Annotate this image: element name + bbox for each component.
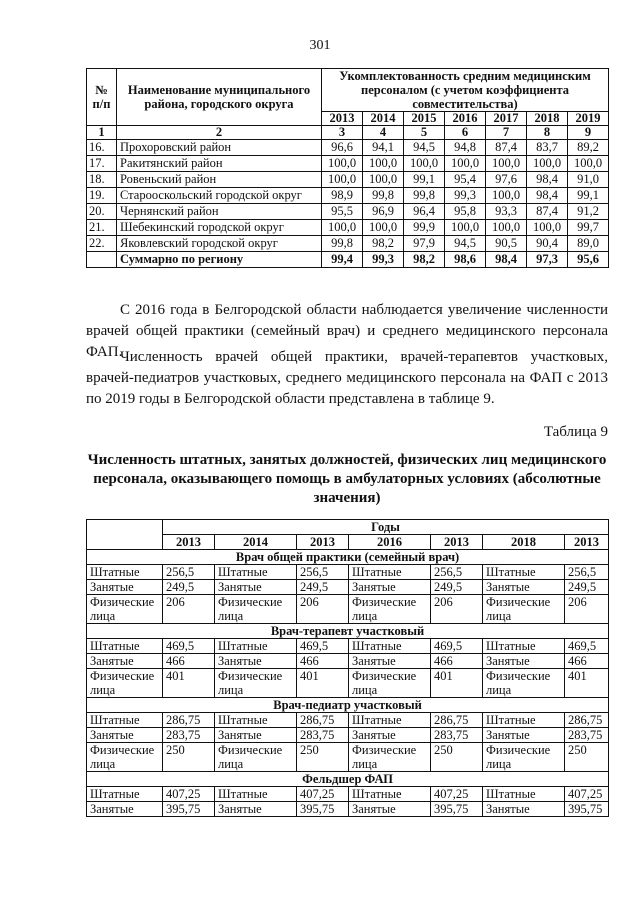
row-label: Штатные — [87, 639, 163, 654]
total-value: 99,4 — [322, 252, 363, 268]
row-label: Занятые — [215, 580, 297, 595]
year-header: 2013 — [322, 112, 363, 126]
staffing-value: 83,7 — [527, 140, 568, 156]
staffing-value: 93,3 — [486, 204, 527, 220]
total-value: 98,6 — [445, 252, 486, 268]
district-name: Чернянский район — [117, 204, 322, 220]
staffing-value: 97,9 — [404, 236, 445, 252]
table-row — [87, 654, 609, 669]
column-index: 7 — [486, 126, 527, 140]
staffing-value: 90,5 — [486, 236, 527, 252]
column-index: 8 — [527, 126, 568, 140]
staffing-value: 91,2 — [568, 204, 609, 220]
row-value: 407,25 — [431, 787, 483, 802]
paragraph-2: Численность врачей общей практики, врачей-терапевтов участковых, врачей-педиатров участковых, среднего медицинского персонала на ФАП с 2013 по 2019 годы в Белгородской области представлена в таблице 9. — [86, 349, 608, 407]
staffing-value: 94,5 — [445, 236, 486, 252]
row-label: Занятые — [87, 580, 163, 595]
staffing-value: 100,0 — [322, 156, 363, 172]
table-row — [87, 204, 609, 220]
row-number: 18. — [87, 172, 117, 188]
staffing-value: 98,9 — [322, 188, 363, 204]
section-row — [87, 772, 609, 787]
table-caption: Таблица 9 — [543, 424, 608, 440]
staffing-value: 99,3 — [445, 188, 486, 204]
total-value: 99,3 — [363, 252, 404, 268]
staffing-value: 100,0 — [486, 156, 527, 172]
row-number: 16. — [87, 140, 117, 156]
section-row — [87, 698, 609, 713]
table-row — [87, 156, 609, 172]
staffing-value: 100,0 — [322, 172, 363, 188]
row-value: 283,75 — [431, 728, 483, 743]
header-empty-cell — [87, 520, 163, 550]
row-value: 466 — [431, 654, 483, 669]
staffing-value: 87,4 — [527, 204, 568, 220]
staffing-value: 94,8 — [445, 140, 486, 156]
year-header-row — [87, 535, 609, 550]
row-number: 20. — [87, 204, 117, 220]
total-value: 97,3 — [527, 252, 568, 268]
row-label: Штатные — [349, 713, 431, 728]
year-header: 2015 — [404, 112, 445, 126]
row-label: Физические лица — [483, 669, 565, 698]
row-label: Занятые — [349, 654, 431, 669]
staffing-value: 98,2 — [363, 236, 404, 252]
row-value: 286,75 — [163, 713, 215, 728]
row-value: 250 — [431, 743, 483, 772]
staffing-value: 90,4 — [527, 236, 568, 252]
row-label: Штатные — [483, 639, 565, 654]
section-title: Фельдшер ФАП — [87, 772, 609, 787]
staffing-value: 97,6 — [486, 172, 527, 188]
row-label: Физические лица — [215, 669, 297, 698]
row-number: 17. — [87, 156, 117, 172]
row-number: 22. — [87, 236, 117, 252]
section-row — [87, 550, 609, 565]
row-label: Физические лица — [87, 669, 163, 698]
staffing-value: 96,6 — [322, 140, 363, 156]
row-value: 256,5 — [163, 565, 215, 580]
staffing-value: 96,4 — [404, 204, 445, 220]
table-row — [87, 595, 609, 624]
table-row — [87, 639, 609, 654]
year-header: 2019 — [568, 112, 609, 126]
row-label: Занятые — [349, 802, 431, 817]
page-number: 301 — [309, 38, 331, 53]
staffing-value: 89,0 — [568, 236, 609, 252]
row-value: 250 — [565, 743, 609, 772]
district-name: Яковлевский городской округ — [117, 236, 322, 252]
staffing-value: 100,0 — [363, 220, 404, 236]
row-label: Физические лица — [349, 669, 431, 698]
district-name: Старооскольский городской округ — [117, 188, 322, 204]
row-label: Штатные — [87, 713, 163, 728]
row-value: 286,75 — [431, 713, 483, 728]
table-row — [87, 802, 609, 817]
row-label: Физические лица — [215, 743, 297, 772]
staffing-value: 94,1 — [363, 140, 404, 156]
column-index: 5 — [404, 126, 445, 140]
total-row — [87, 252, 609, 268]
staffing-value: 98,4 — [527, 172, 568, 188]
row-label: Физические лица — [483, 743, 565, 772]
row-value: 466 — [163, 654, 215, 669]
row-value: 395,75 — [297, 802, 349, 817]
table-row — [87, 669, 609, 698]
row-value: 407,25 — [565, 787, 609, 802]
ambulatory-staff-table — [86, 519, 609, 817]
total-label: Суммарно по региону — [117, 252, 322, 268]
row-number — [87, 252, 117, 268]
column-group-header: Укомплектованность средним медицинским персоналом (с учетом коэффициента совместительства) — [322, 69, 609, 112]
row-value: 469,5 — [297, 639, 349, 654]
year-header: 2018 — [527, 112, 568, 126]
row-value: 283,75 — [163, 728, 215, 743]
staffing-value: 99,8 — [363, 188, 404, 204]
column-index: 1 — [87, 126, 117, 140]
row-label: Физические лица — [483, 595, 565, 624]
row-label: Штатные — [215, 787, 297, 802]
paragraph-1: С 2016 года в Белгородской области наблюдается увеличение численности врачей общей практики (семейный врач) и среднего медицинского персонала ФАП. — [86, 302, 608, 360]
row-label: Физические лица — [349, 743, 431, 772]
row-value: 395,75 — [565, 802, 609, 817]
row-label: Физические лица — [87, 743, 163, 772]
years-title: Годы — [163, 520, 609, 535]
table-row — [87, 580, 609, 595]
staffing-value: 100,0 — [445, 220, 486, 236]
table-row — [87, 220, 609, 236]
section-title: Врач-терапевт участковый — [87, 624, 609, 639]
row-number: 21. — [87, 220, 117, 236]
district-name: Прохоровский район — [117, 140, 322, 156]
year-header: 2013 — [565, 535, 609, 550]
row-label: Штатные — [215, 639, 297, 654]
row-value: 256,5 — [431, 565, 483, 580]
column-index: 9 — [568, 126, 609, 140]
column-index: 4 — [363, 126, 404, 140]
table-row — [87, 188, 609, 204]
row-value: 401 — [431, 669, 483, 698]
row-value: 395,75 — [163, 802, 215, 817]
row-label: Занятые — [87, 802, 163, 817]
year-header: 2013 — [431, 535, 483, 550]
staffing-value: 96,9 — [363, 204, 404, 220]
row-label: Занятые — [349, 728, 431, 743]
staffing-value: 95,4 — [445, 172, 486, 188]
column-name-header: Наименование муниципального района, городского округа — [117, 69, 322, 126]
row-value: 206 — [565, 595, 609, 624]
staffing-value: 95,5 — [322, 204, 363, 220]
year-header: 2014 — [363, 112, 404, 126]
district-name: Ровеньский район — [117, 172, 322, 188]
staffing-value: 99,8 — [322, 236, 363, 252]
column-index: 2 — [117, 126, 322, 140]
staffing-value: 100,0 — [404, 156, 445, 172]
table-title: Численность штатных, занятых должностей, физических лиц медицинского персонала, оказывающего помощь в амбулаторных условиях (абсолютные значения) — [87, 452, 607, 506]
table-row — [87, 713, 609, 728]
section-title: Врач-педиатр участковый — [87, 698, 609, 713]
staffing-value: 99,1 — [568, 188, 609, 204]
row-value: 206 — [297, 595, 349, 624]
total-value: 95,6 — [568, 252, 609, 268]
staffing-value: 89,2 — [568, 140, 609, 156]
row-value: 250 — [297, 743, 349, 772]
row-value: 469,5 — [163, 639, 215, 654]
row-value: 466 — [565, 654, 609, 669]
year-header: 2013 — [163, 535, 215, 550]
section-title: Врач общей практики (семейный врач) — [87, 550, 609, 565]
staffing-value: 100,0 — [322, 220, 363, 236]
staffing-value: 100,0 — [486, 188, 527, 204]
table-row — [87, 743, 609, 772]
staffing-value: 100,0 — [527, 220, 568, 236]
section-row — [87, 624, 609, 639]
district-name: Шебекинский городской округ — [117, 220, 322, 236]
row-value: 401 — [297, 669, 349, 698]
staffing-value: 94,5 — [404, 140, 445, 156]
row-value: 249,5 — [431, 580, 483, 595]
year-header: 2016 — [349, 535, 431, 550]
year-header: 2013 — [297, 535, 349, 550]
row-label: Штатные — [483, 787, 565, 802]
row-value: 469,5 — [565, 639, 609, 654]
table-row — [87, 172, 609, 188]
row-value: 249,5 — [565, 580, 609, 595]
row-label: Занятые — [483, 654, 565, 669]
year-header: 2017 — [486, 112, 527, 126]
row-label: Занятые — [483, 580, 565, 595]
row-label: Штатные — [215, 713, 297, 728]
staffing-value: 99,7 — [568, 220, 609, 236]
row-label: Штатные — [483, 565, 565, 580]
table-row — [87, 728, 609, 743]
row-label: Физические лица — [87, 595, 163, 624]
row-label: Штатные — [483, 713, 565, 728]
staffing-value: 99,9 — [404, 220, 445, 236]
column-index: 6 — [445, 126, 486, 140]
row-label: Занятые — [87, 654, 163, 669]
year-header: 2018 — [483, 535, 565, 550]
staffing-value: 100,0 — [363, 172, 404, 188]
staffing-value: 100,0 — [568, 156, 609, 172]
row-label: Физические лица — [349, 595, 431, 624]
year-header: 2014 — [215, 535, 297, 550]
district-name: Ракитянский район — [117, 156, 322, 172]
row-label: Занятые — [483, 802, 565, 817]
row-number: 19. — [87, 188, 117, 204]
total-value: 98,2 — [404, 252, 445, 268]
row-label: Занятые — [215, 654, 297, 669]
column-number-header: № п/п — [87, 69, 117, 126]
row-value: 286,75 — [297, 713, 349, 728]
row-value: 256,5 — [565, 565, 609, 580]
staffing-value: 100,0 — [486, 220, 527, 236]
total-value: 98,4 — [486, 252, 527, 268]
row-label: Занятые — [215, 802, 297, 817]
row-label: Штатные — [349, 565, 431, 580]
row-label: Физические лица — [215, 595, 297, 624]
staffing-value: 100,0 — [363, 156, 404, 172]
row-value: 206 — [163, 595, 215, 624]
row-value: 407,25 — [297, 787, 349, 802]
table-row — [87, 565, 609, 580]
row-value: 283,75 — [565, 728, 609, 743]
row-value: 249,5 — [297, 580, 349, 595]
staffing-table — [86, 68, 609, 268]
row-label: Занятые — [349, 580, 431, 595]
row-value: 250 — [163, 743, 215, 772]
row-value: 395,75 — [431, 802, 483, 817]
row-label: Занятые — [215, 728, 297, 743]
staffing-value: 98,4 — [527, 188, 568, 204]
row-value: 206 — [431, 595, 483, 624]
table-row — [87, 787, 609, 802]
row-label: Занятые — [87, 728, 163, 743]
row-value: 286,75 — [565, 713, 609, 728]
row-value: 256,5 — [297, 565, 349, 580]
column-index: 3 — [322, 126, 363, 140]
staffing-value: 100,0 — [527, 156, 568, 172]
row-label: Штатные — [349, 639, 431, 654]
row-value: 283,75 — [297, 728, 349, 743]
staffing-value: 99,1 — [404, 172, 445, 188]
staffing-value: 99,8 — [404, 188, 445, 204]
row-label: Штатные — [215, 565, 297, 580]
row-value: 401 — [565, 669, 609, 698]
staffing-value: 87,4 — [486, 140, 527, 156]
staffing-value: 91,0 — [568, 172, 609, 188]
row-value: 407,25 — [163, 787, 215, 802]
row-value: 401 — [163, 669, 215, 698]
row-label: Занятые — [483, 728, 565, 743]
staffing-value: 95,8 — [445, 204, 486, 220]
table-row — [87, 140, 609, 156]
row-value: 249,5 — [163, 580, 215, 595]
row-value: 469,5 — [431, 639, 483, 654]
index-row — [87, 126, 609, 140]
row-label: Штатные — [87, 787, 163, 802]
row-label: Штатные — [349, 787, 431, 802]
row-label: Штатные — [87, 565, 163, 580]
year-header: 2016 — [445, 112, 486, 126]
table-row — [87, 236, 609, 252]
row-value: 466 — [297, 654, 349, 669]
staffing-value: 100,0 — [445, 156, 486, 172]
